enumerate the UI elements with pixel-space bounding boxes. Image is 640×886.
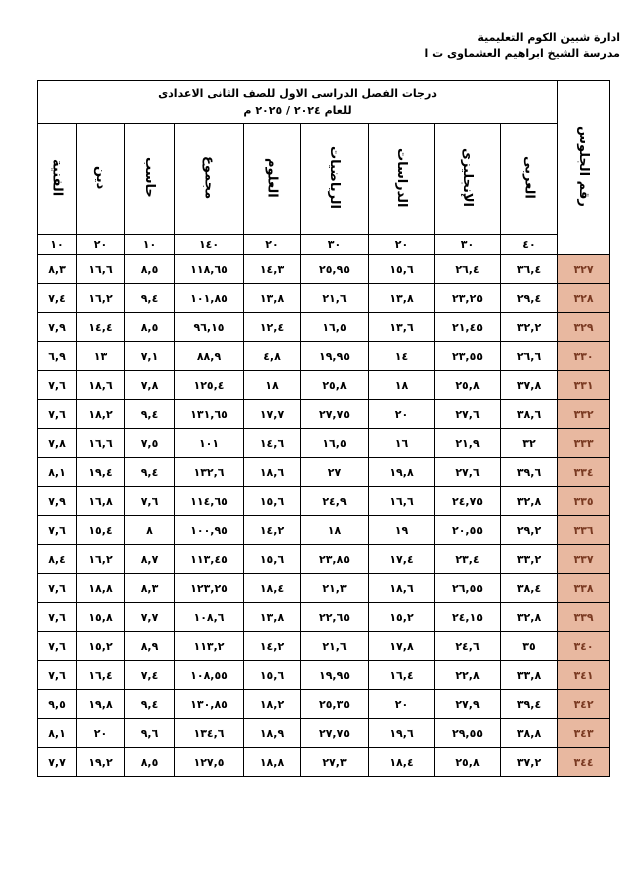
grade-cell: ١٩,٦ — [369, 719, 435, 748]
grade-cell: ١١٣,٤٥ — [175, 545, 244, 574]
grade-cell: ١٠١,٨٥ — [175, 284, 244, 313]
grade-cell: ١٥,٦ — [244, 487, 301, 516]
grade-cell: ١٦,٢ — [77, 284, 125, 313]
seat-number: ٣٤٤ — [558, 748, 610, 777]
grade-cell: ٧,١ — [125, 342, 175, 371]
grade-cell: ٢١,٤٥ — [435, 313, 501, 342]
grade-cell: ٨,١ — [38, 719, 77, 748]
grade-cell: ٧,٧ — [125, 603, 175, 632]
table-row — [38, 690, 610, 719]
grade-cell: ٢٣,٨٥ — [301, 545, 369, 574]
grade-cell: ١٣ — [77, 342, 125, 371]
seat-number: ٣٣٧ — [558, 545, 610, 574]
grade-cell: ١٨,٤ — [244, 574, 301, 603]
grade-cell: ٧,٦ — [38, 371, 77, 400]
grade-cell: ٧,٤ — [38, 284, 77, 313]
title-line-1: درجات الفصل الدراسى الاول للصف الثانى الاعدادى — [158, 87, 437, 100]
grade-cell: ٣٧,٨ — [501, 371, 558, 400]
grade-cell: ١٨,٢ — [77, 400, 125, 429]
grade-cell: ٣٧,٢ — [501, 748, 558, 777]
title-line-2: للعام ٢٠٢٤ / ٢٠٢٥ م — [243, 104, 352, 117]
grade-cell: ١٧,٨ — [369, 632, 435, 661]
grade-cell: ١٨ — [301, 516, 369, 545]
grade-cell: ٢٤,٦ — [435, 632, 501, 661]
administration-name: ادارة شبين الكوم التعليمية — [477, 31, 620, 44]
grade-cell: ٢١,٦ — [301, 284, 369, 313]
column-header: الرياضيات — [301, 124, 369, 235]
grade-cell: ٢٤,٧٥ — [435, 487, 501, 516]
seat-number: ٣٢٧ — [558, 255, 610, 284]
grade-cell: ٨,٧ — [125, 545, 175, 574]
grade-cell: ٧,٦ — [38, 603, 77, 632]
grade-cell: ٩,٤ — [125, 400, 175, 429]
grade-cell: ١٢٣,٢٥ — [175, 574, 244, 603]
grade-cell: ١٢,٤ — [244, 313, 301, 342]
seat-number: ٣٤٢ — [558, 690, 610, 719]
column-header: حاسب — [125, 124, 175, 235]
grade-cell: ٣٥ — [501, 632, 558, 661]
grade-cell: ٩,٤ — [125, 284, 175, 313]
max-score-cell: ٢٠ — [77, 235, 125, 255]
grade-cell: ٢٥,٨ — [301, 371, 369, 400]
grade-cell: ١٤,٦ — [244, 429, 301, 458]
grade-cell: ١٣٤,٦ — [175, 719, 244, 748]
grade-cell: ١٣٠,٨٥ — [175, 690, 244, 719]
grade-cell: ٨,٩ — [125, 632, 175, 661]
table-row — [38, 661, 610, 690]
max-score-cell: ٣٠ — [301, 235, 369, 255]
grade-cell: ٧,٦ — [38, 574, 77, 603]
grade-cell: ٢٦,٥٥ — [435, 574, 501, 603]
grade-cell: ٢٥,٨ — [435, 371, 501, 400]
grade-cell: ٧,٦ — [38, 632, 77, 661]
grade-cell: ٦,٩ — [38, 342, 77, 371]
seat-number: ٣٢٩ — [558, 313, 610, 342]
grade-cell: ٧,٨ — [125, 371, 175, 400]
grade-cell: ٢٧,٧٥ — [301, 719, 369, 748]
grade-cell: ١٨,٨ — [77, 574, 125, 603]
grade-cell: ٧,٩ — [38, 487, 77, 516]
grade-cell: ١٣,٨ — [244, 284, 301, 313]
grade-cell: ٢٣,٢٥ — [435, 284, 501, 313]
table-row — [38, 313, 610, 342]
grade-cell: ١٨,٢ — [244, 690, 301, 719]
grade-cell: ١٥,٦ — [244, 661, 301, 690]
grade-cell: ١١٣,٢ — [175, 632, 244, 661]
grade-cell: ٧,٧ — [38, 748, 77, 777]
grade-cell: ٩,٥ — [38, 690, 77, 719]
seat-number-header: رقم الجلوس — [558, 81, 610, 255]
grade-cell: ٢٦,٤ — [435, 255, 501, 284]
grade-cell: ١٩,٤ — [77, 458, 125, 487]
grade-cell: ١٦,٤ — [369, 661, 435, 690]
table-row — [38, 371, 610, 400]
grade-cell: ٣٦,٤ — [501, 255, 558, 284]
grade-cell: ٢٧,٦ — [435, 458, 501, 487]
grade-cell: ٢٠,٥٥ — [435, 516, 501, 545]
max-score-cell: ١٠ — [38, 235, 77, 255]
seat-number: ٣٤٣ — [558, 719, 610, 748]
grade-cell: ٢٦,٦ — [501, 342, 558, 371]
grade-cell: ٣٩,٤ — [501, 690, 558, 719]
grade-cell: ١٦,٦ — [77, 429, 125, 458]
grade-cell: ١٤,٢ — [244, 632, 301, 661]
grade-cell: ١٨,٦ — [77, 371, 125, 400]
grade-cell: ١٠١ — [175, 429, 244, 458]
grade-cell: ٨ — [125, 516, 175, 545]
grade-cell: ١٦,٥ — [301, 313, 369, 342]
grade-cell: ١٥,٢ — [77, 632, 125, 661]
column-header: الفنية — [38, 124, 77, 235]
max-score-cell: ٣٠ — [435, 235, 501, 255]
grade-cell: ١١٨,٦٥ — [175, 255, 244, 284]
table-row — [38, 458, 610, 487]
grade-cell: ١٧,٧ — [244, 400, 301, 429]
grade-cell: ١٣,٨ — [369, 284, 435, 313]
grade-cell: ٣٣,٨ — [501, 661, 558, 690]
grade-cell: ٢٢,٨ — [435, 661, 501, 690]
grade-cell: ٢٥,٨ — [435, 748, 501, 777]
seat-number: ٣٣٠ — [558, 342, 610, 371]
grade-cell: ١٨,٨ — [244, 748, 301, 777]
seat-number: ٣٣٦ — [558, 516, 610, 545]
grade-cell: ٢٩,٥٥ — [435, 719, 501, 748]
grade-cell: ٣٢,٨ — [501, 603, 558, 632]
max-score-cell: ٤٠ — [501, 235, 558, 255]
grade-cell: ١٤,٢ — [244, 516, 301, 545]
grade-cell: ٢٧,٦ — [435, 400, 501, 429]
grade-cell: ٩,٦ — [125, 719, 175, 748]
grade-cell: ٢٤,١٥ — [435, 603, 501, 632]
grade-cell: ١٨ — [244, 371, 301, 400]
table-row — [38, 632, 610, 661]
grade-cell: ٧,٦ — [125, 487, 175, 516]
grade-cell: ١٧,٤ — [369, 545, 435, 574]
grade-cell: ٧,٤ — [125, 661, 175, 690]
grade-cell: ١٨,٦ — [244, 458, 301, 487]
column-header: الإنجليزى — [435, 124, 501, 235]
grade-cell: ٨,١ — [38, 458, 77, 487]
table-row — [38, 342, 610, 371]
grade-cell: ٨,٣ — [125, 574, 175, 603]
table-row — [38, 400, 610, 429]
column-header: دين — [77, 124, 125, 235]
grade-cell: ١٩,٩٥ — [301, 661, 369, 690]
grade-cell: ١٤,٤ — [77, 313, 125, 342]
max-score-cell: ٢٠ — [244, 235, 301, 255]
table-row — [38, 516, 610, 545]
grade-cell: ١٥,٦ — [244, 545, 301, 574]
grade-cell: ٣٩,٦ — [501, 458, 558, 487]
grade-cell: ١٣,٨ — [244, 603, 301, 632]
grade-cell: ١٩,٩٥ — [301, 342, 369, 371]
grade-cell: ٢٧ — [301, 458, 369, 487]
grade-cell: ١٩,٨ — [77, 690, 125, 719]
grade-cell: ١٠٨,٥٥ — [175, 661, 244, 690]
grade-cell: ١٥,٢ — [369, 603, 435, 632]
grade-cell: ١٦,٢ — [77, 545, 125, 574]
seat-number: ٣٣٤ — [558, 458, 610, 487]
grade-cell: ٧,٦ — [38, 516, 77, 545]
grade-cell: ١٥,٦ — [369, 255, 435, 284]
grade-cell: ٣٨,٤ — [501, 574, 558, 603]
grade-cell: ٢٢,٦٥ — [301, 603, 369, 632]
grade-cell: ١٥,٤ — [77, 516, 125, 545]
grade-cell: ١٦,٤ — [77, 661, 125, 690]
grade-cell: ١٥,٨ — [77, 603, 125, 632]
seat-number: ٣٣٩ — [558, 603, 610, 632]
column-header: مجموع — [175, 124, 244, 235]
table-row — [38, 719, 610, 748]
table-row — [38, 487, 610, 516]
grade-cell: ١٣,٦ — [369, 313, 435, 342]
max-score-cell: ١٤٠ — [175, 235, 244, 255]
grade-cell: ٩٦,١٥ — [175, 313, 244, 342]
grade-cell: ١٩ — [369, 516, 435, 545]
grade-cell: ٢١,٩ — [435, 429, 501, 458]
grades-table — [37, 80, 610, 777]
grade-cell: ١٤,٣ — [244, 255, 301, 284]
grade-cell: ١٢٧,٥ — [175, 748, 244, 777]
seat-number: ٣٣٢ — [558, 400, 610, 429]
grade-cell: ١٨ — [369, 371, 435, 400]
table-row — [38, 603, 610, 632]
grade-cell: ١٨,٦ — [369, 574, 435, 603]
grade-cell: ٧,٥ — [125, 429, 175, 458]
grade-cell: ٣٨,٨ — [501, 719, 558, 748]
grade-cell: ٢٧,٩ — [435, 690, 501, 719]
grade-cell: ٩,٤ — [125, 458, 175, 487]
school-name: مدرسة الشيخ ابراهيم العشماوى ت ا — [424, 47, 620, 60]
max-score-cell: ٢٠ — [369, 235, 435, 255]
grade-cell: ٢٠ — [369, 400, 435, 429]
grade-cell: ١٩,٢ — [77, 748, 125, 777]
grade-cell: ١٤ — [369, 342, 435, 371]
grade-cell: ٧,٩ — [38, 313, 77, 342]
grade-cell: ٢٧,٣ — [301, 748, 369, 777]
grade-cell: ٧,٦ — [38, 400, 77, 429]
grade-cell: ٢٩,٤ — [501, 284, 558, 313]
grade-cell: ٨,٤ — [38, 545, 77, 574]
grade-cell: ٣٣,٢ — [501, 545, 558, 574]
column-header: العلوم — [244, 124, 301, 235]
grade-cell: ٩,٤ — [125, 690, 175, 719]
grade-cell: ٨,٥ — [125, 748, 175, 777]
grade-cell: ٢٩,٢ — [501, 516, 558, 545]
grade-cell: ٢٠ — [369, 690, 435, 719]
table-row — [38, 748, 610, 777]
column-header: الدراسات — [369, 124, 435, 235]
grade-cell: ٣٢ — [501, 429, 558, 458]
table-row — [38, 255, 610, 284]
table-row — [38, 545, 610, 574]
grade-cell: ١٠٠,٩٥ — [175, 516, 244, 545]
grade-cell: ١٦,٦ — [77, 255, 125, 284]
grade-cell: ٣٨,٦ — [501, 400, 558, 429]
seat-number: ٣٤٠ — [558, 632, 610, 661]
grade-cell: ١١٤,٦٥ — [175, 487, 244, 516]
grade-cell: ١٢٥,٤ — [175, 371, 244, 400]
grade-cell: ١٦ — [369, 429, 435, 458]
grade-cell: ١٨,٤ — [369, 748, 435, 777]
seat-number: ٣٣٣ — [558, 429, 610, 458]
grade-cell: ١٣٢,٦ — [175, 458, 244, 487]
grade-cell: ٢١,٣ — [301, 574, 369, 603]
grade-cell: ٢٣,٤ — [435, 545, 501, 574]
grade-cell: ٣٢,٨ — [501, 487, 558, 516]
seat-number: ٣٤١ — [558, 661, 610, 690]
grade-cell: ٤,٨ — [244, 342, 301, 371]
grade-cell: ٨٨,٩ — [175, 342, 244, 371]
grade-cell: ١٠٨,٦ — [175, 603, 244, 632]
grade-cell: ٣٢,٢ — [501, 313, 558, 342]
grade-cell: ٢٣,٥٥ — [435, 342, 501, 371]
grade-cell: ٧,٨ — [38, 429, 77, 458]
grade-cell: ٢٤,٩ — [301, 487, 369, 516]
grade-cell: ١٣١,٦٥ — [175, 400, 244, 429]
table-row — [38, 574, 610, 603]
grade-cell: ٨,٣ — [38, 255, 77, 284]
grade-cell: ١٦,٥ — [301, 429, 369, 458]
grade-cell: ١٦,٨ — [77, 487, 125, 516]
seat-number: ٣٣١ — [558, 371, 610, 400]
column-header: العربى — [501, 124, 558, 235]
seat-number: ٣٣٥ — [558, 487, 610, 516]
grade-cell: ٨,٥ — [125, 255, 175, 284]
grade-cell: ٨,٥ — [125, 313, 175, 342]
table-row — [38, 284, 610, 313]
table-title — [38, 81, 558, 124]
grade-cell: ٢٠ — [77, 719, 125, 748]
grade-cell: ٢٥,٩٥ — [301, 255, 369, 284]
seat-number: ٣٢٨ — [558, 284, 610, 313]
grade-cell: ١٩,٨ — [369, 458, 435, 487]
grade-cell: ٢١,٦ — [301, 632, 369, 661]
max-score-cell: ١٠ — [125, 235, 175, 255]
seat-number: ٣٣٨ — [558, 574, 610, 603]
grade-cell: ١٦,٦ — [369, 487, 435, 516]
grade-cell: ٧,٦ — [38, 661, 77, 690]
grade-cell: ٢٧,٧٥ — [301, 400, 369, 429]
grade-cell: ١٨,٩ — [244, 719, 301, 748]
table-row — [38, 429, 610, 458]
grade-cell: ٢٥,٣٥ — [301, 690, 369, 719]
